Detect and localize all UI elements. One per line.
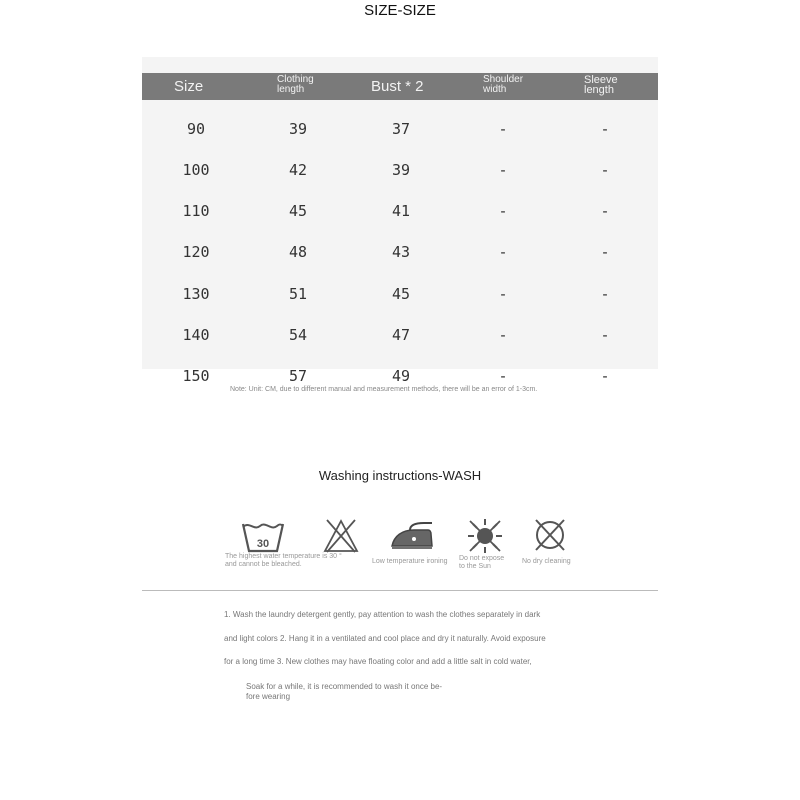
cell-sleeve-length: -	[600, 202, 610, 220]
wash-30-caption	[225, 553, 342, 569]
cell-size: 120	[182, 243, 210, 261]
cell-shoulder-width: -	[498, 120, 508, 138]
cell-shoulder-width: -	[498, 161, 508, 179]
size-table-header	[142, 73, 658, 100]
cell-clothing-length: 48	[288, 243, 308, 261]
cell-shoulder-width: -	[498, 285, 508, 303]
wash-temperature-number: 30	[256, 538, 270, 550]
wash-paragraph-line: and light colors 2. Hang it in a ventilated and cool place and dry it naturally. Avoid exposure	[224, 634, 546, 643]
no-dry-clean-icon	[532, 517, 568, 553]
no-dry-clean-caption-line1: No dry cleaning	[522, 558, 571, 565]
wash-paragraph-tail	[246, 682, 442, 702]
cell-sleeve-length: -	[600, 161, 610, 179]
header-shoulder-width	[483, 75, 523, 95]
cell-shoulder-width: -	[498, 326, 508, 344]
table-row	[142, 326, 658, 346]
wash-30-icon	[240, 518, 286, 554]
cell-clothing-length: 39	[288, 120, 308, 138]
cell-clothing-length: 42	[288, 161, 308, 179]
cell-bust: 49	[391, 367, 411, 385]
header-clothing-length-line1: Clothing	[277, 74, 314, 85]
wash-paragraph-line: for a long time 3. New clothes may have floating color and add a little salt in cold water,	[224, 657, 532, 666]
header-sleeve-length-line2: length	[584, 84, 614, 96]
table-row	[142, 243, 658, 263]
no-sun-caption-line1: Do not expose	[459, 555, 505, 562]
cell-shoulder-width: -	[498, 367, 508, 385]
cell-size: 110	[182, 202, 210, 220]
header-sleeve-length	[584, 75, 618, 95]
cell-bust: 37	[391, 120, 411, 138]
header-size: Size	[174, 78, 204, 95]
cell-bust: 45	[391, 285, 411, 303]
no-dry-clean-caption	[522, 558, 571, 566]
wash-30-caption-line1: The highest water temperature is 30 °	[225, 553, 342, 560]
wash-paragraph-tail-line1: Soak for a while, it is recommended to wash it once be-	[246, 682, 443, 691]
cell-bust: 47	[391, 326, 411, 344]
table-row	[142, 120, 658, 140]
table-row	[142, 202, 658, 222]
washing-instructions-title: Washing instructions-WASH	[318, 468, 482, 483]
cell-shoulder-width: -	[498, 202, 508, 220]
page-title: SIZE-SIZE	[364, 2, 436, 19]
table-row	[142, 161, 658, 181]
header-clothing-length-line2: length	[277, 84, 305, 95]
iron-low-icon	[388, 520, 436, 552]
header-clothing-length	[277, 75, 314, 95]
header-bust: Bust * 2	[371, 78, 424, 95]
no-sun-caption-line2: to the Sun	[459, 563, 491, 570]
no-sun-caption	[459, 555, 504, 571]
cell-size: 100	[182, 161, 210, 179]
cell-bust: 43	[391, 243, 411, 261]
table-row	[142, 285, 658, 305]
cell-clothing-length: 54	[288, 326, 308, 344]
cell-size: 140	[182, 326, 210, 344]
cell-sleeve-length: -	[600, 326, 610, 344]
cell-sleeve-length: -	[600, 367, 610, 385]
wash-paragraph-tail-line2: fore wearing	[246, 692, 291, 701]
cell-sleeve-length: -	[600, 285, 610, 303]
wash-paragraph-line: 1. Wash the laundry detergent gently, pay attention to wash the clothes separately in dark	[224, 610, 541, 619]
cell-size: 150	[182, 367, 210, 385]
cell-bust: 39	[391, 161, 411, 179]
cell-clothing-length: 57	[288, 367, 308, 385]
cell-size: 130	[182, 285, 210, 303]
no-bleach-icon	[322, 518, 360, 554]
header-shoulder-width-line1: Shoulder	[483, 74, 524, 85]
cell-sleeve-length: -	[600, 243, 610, 261]
cell-sleeve-length: -	[600, 120, 610, 138]
cell-shoulder-width: -	[498, 243, 508, 261]
table-row	[142, 367, 658, 387]
header-sleeve-length-line1: Sleeve	[584, 74, 618, 86]
iron-low-caption	[372, 558, 448, 566]
cell-size: 90	[186, 120, 206, 138]
cell-clothing-length: 45	[288, 202, 308, 220]
header-shoulder-width-line2: width	[483, 84, 507, 95]
no-sun-icon	[466, 517, 504, 555]
cell-clothing-length: 51	[288, 285, 308, 303]
measurement-note: Note: Unit: CM, due to different manual and measurement methods, there will be an error of 1-3cm.	[230, 386, 538, 393]
section-divider	[142, 590, 658, 591]
iron-low-caption-line1: Low temperature ironing	[372, 558, 448, 565]
cell-bust: 41	[391, 202, 411, 220]
wash-30-caption-line2: and cannot be bleached.	[225, 561, 302, 568]
